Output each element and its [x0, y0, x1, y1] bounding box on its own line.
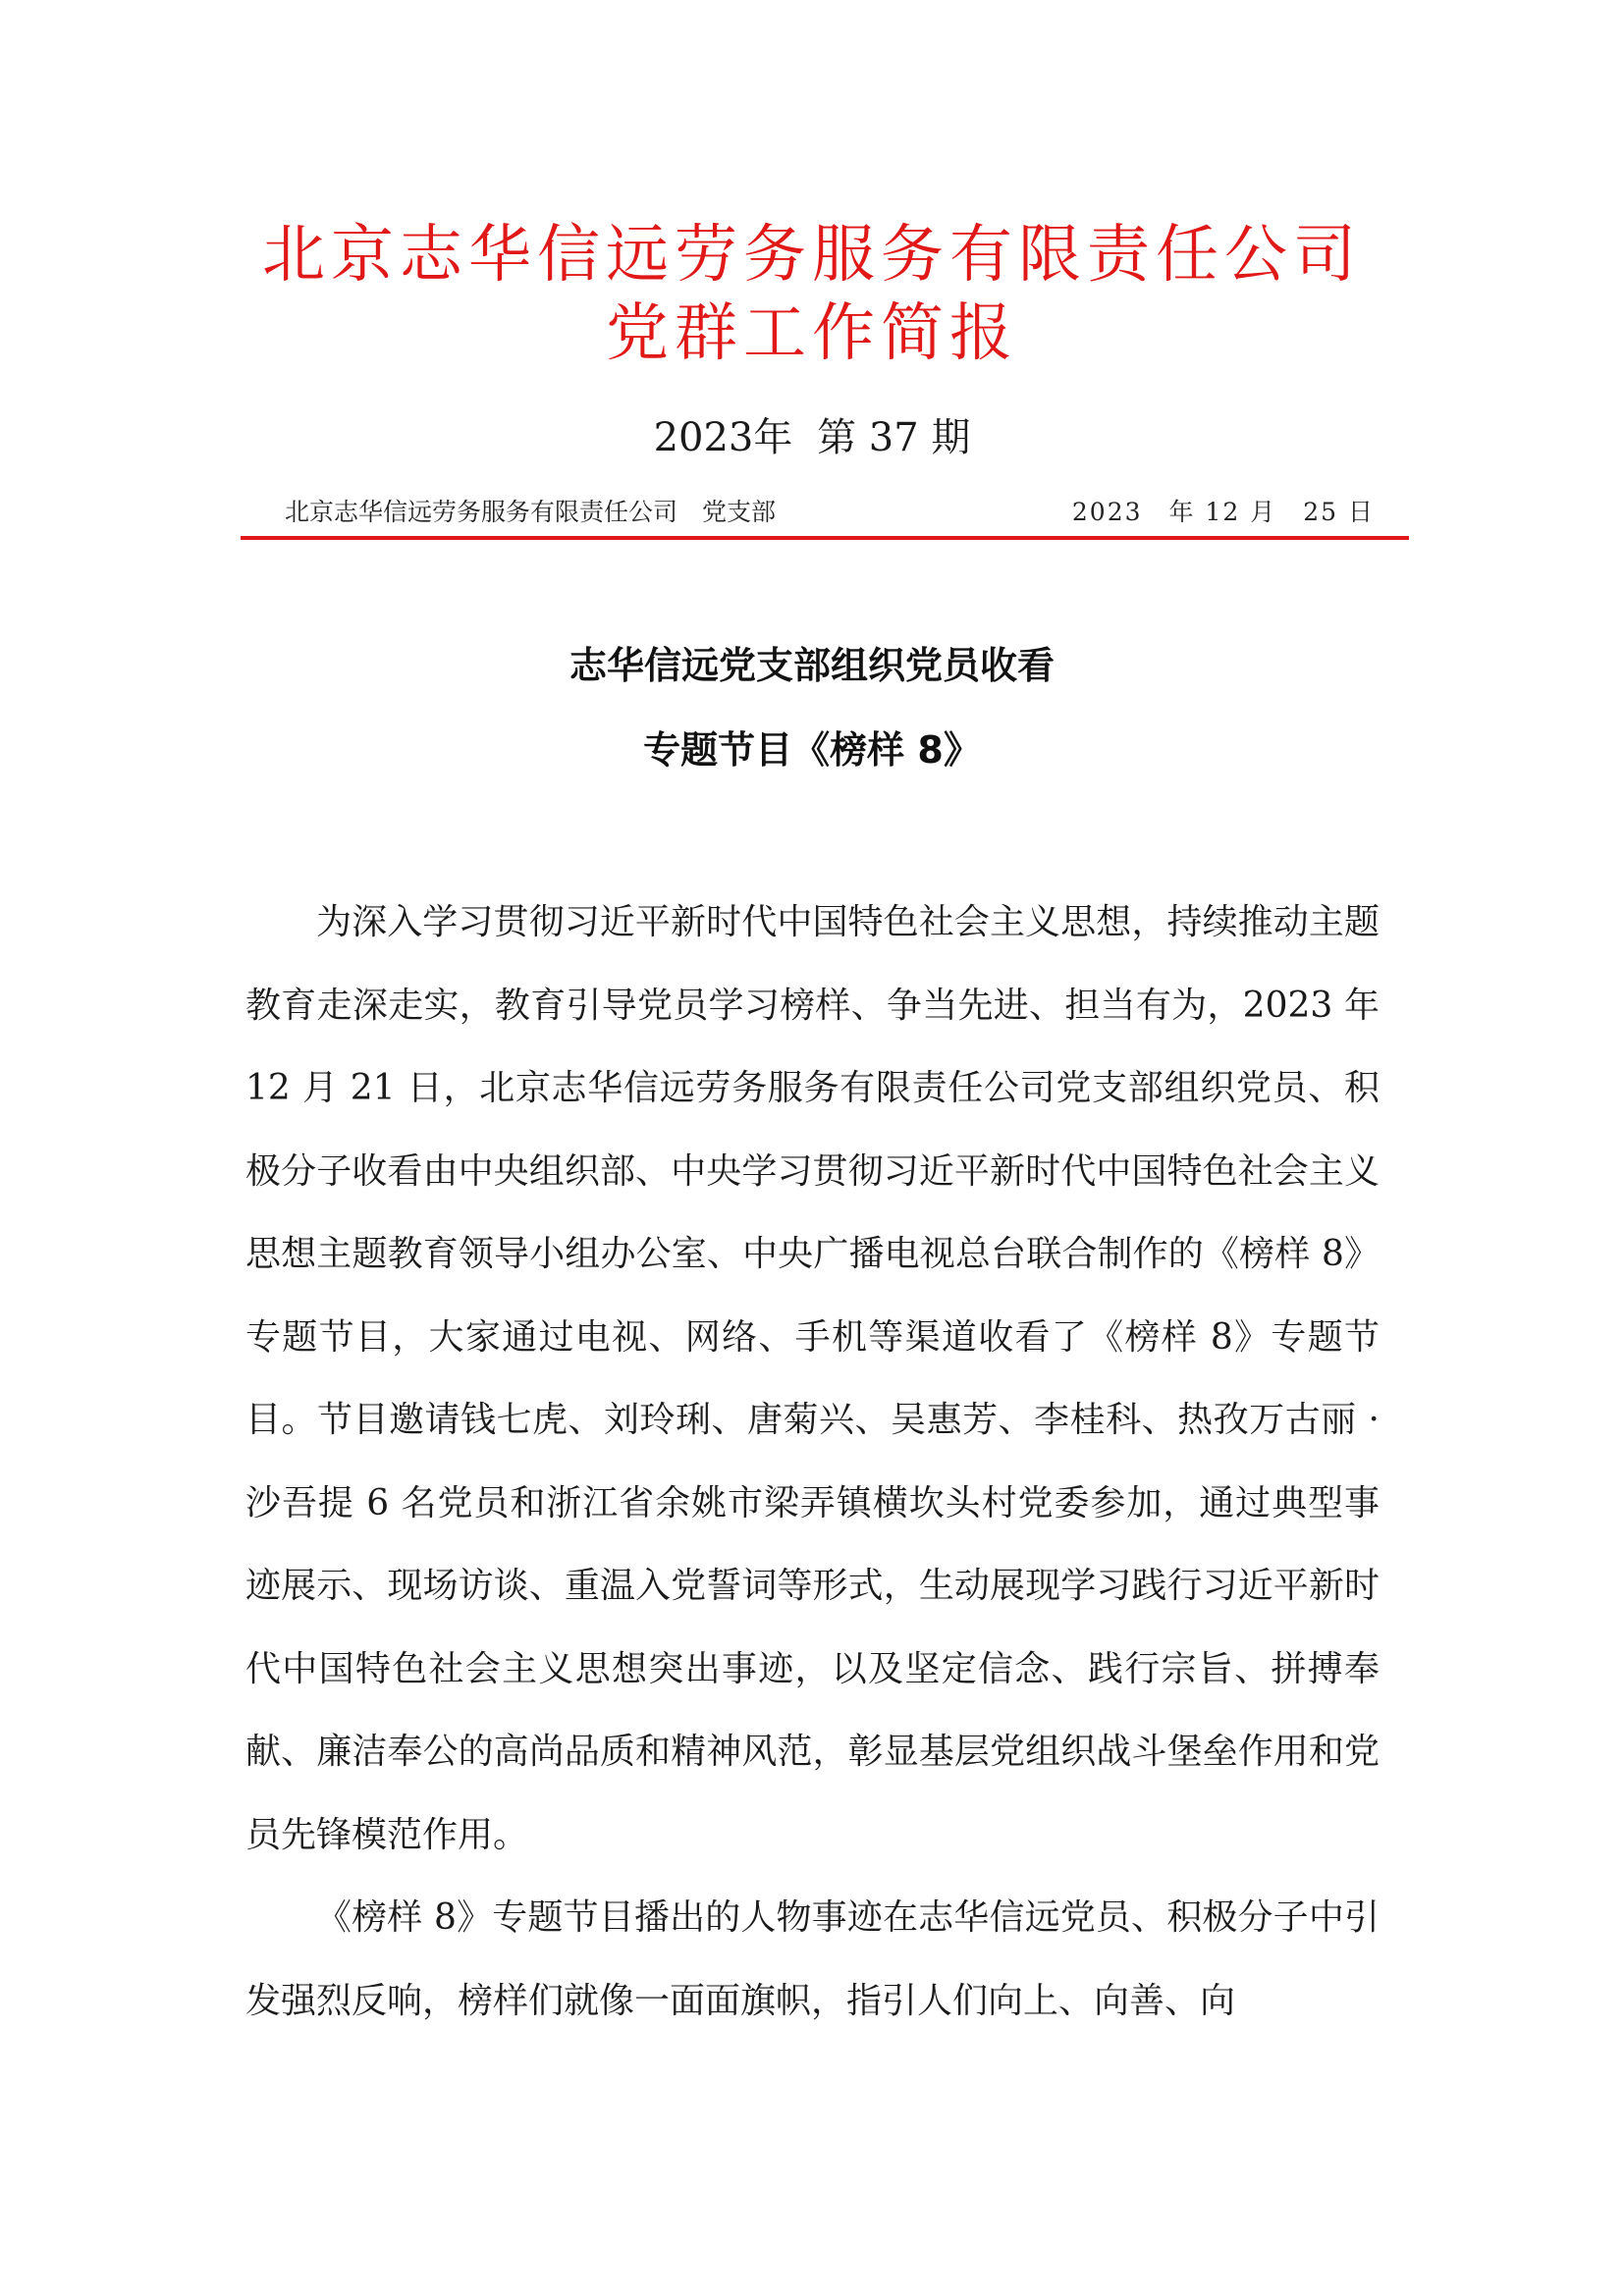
header-divider — [241, 536, 1409, 540]
issue-year: 2023年 — [653, 415, 793, 460]
publisher-date-row — [285, 493, 1375, 532]
article-title-line-1: 志华信远党支部组织党员收看 — [568, 644, 1055, 687]
paragraph: 为深入学习贯彻习近平新时代中国特色社会主义思想，持续推动主题教育走深走实，教育引导党员学习榜样、争当先进、担当有为，2023 年 12 月 21 日，北京志华信远劳务服务有限责任公司党支部组织党员、积极分子收看由中央组织部、中央学习贯彻习近平新时代中国特色社会主义思想主题教育领导小组办公室、中央广播电视总台联合制作的《榜样 8》专题节目，大家通过电视、网络、手机等渠道收看了《榜样 8》专题节目。节目邀请钱七虎、刘玲琍、唐菊兴、吴惠芳、李桂科、热孜万古丽 · 沙吾提 6 名党员和浙江省余姚市梁弄镇横坎头村党委参加，通过典型事迹展示、现场访谈、重温入党誓词等形式，生动展现学习践行习近平新时代中国特色社会主义思想突出事迹，以及坚定信念、践行宗旨、拼搏奉献、廉洁奉公的高尚品质和精神风范，彰显基层党组织战斗堡垒作用和党员先锋模范作用。 — [245, 902, 1380, 1855]
issue-line — [0, 410, 1624, 465]
company-name-heading: 北京志华信远劳务服务有限责任公司 — [262, 219, 1362, 292]
article-title-line-2: 专题节目《榜样 8》 — [643, 728, 981, 772]
bulletin-name-heading: 党群工作简报 — [606, 297, 1018, 370]
paragraph: 《榜样 8》专题节目播出的人物事迹在志华信远党员、积极分子中引发强烈反响，榜样们就像一面面旗帜，指引人们向上、向善、向 — [245, 1897, 1380, 2021]
publisher: 北京志华信远劳务服务有限责任公司 党支部 — [285, 498, 777, 526]
issue-number: 第 37 期 — [817, 415, 971, 460]
publish-date: 2023 年 12 月 25 日 — [1071, 498, 1375, 526]
article-body — [245, 881, 1380, 2043]
